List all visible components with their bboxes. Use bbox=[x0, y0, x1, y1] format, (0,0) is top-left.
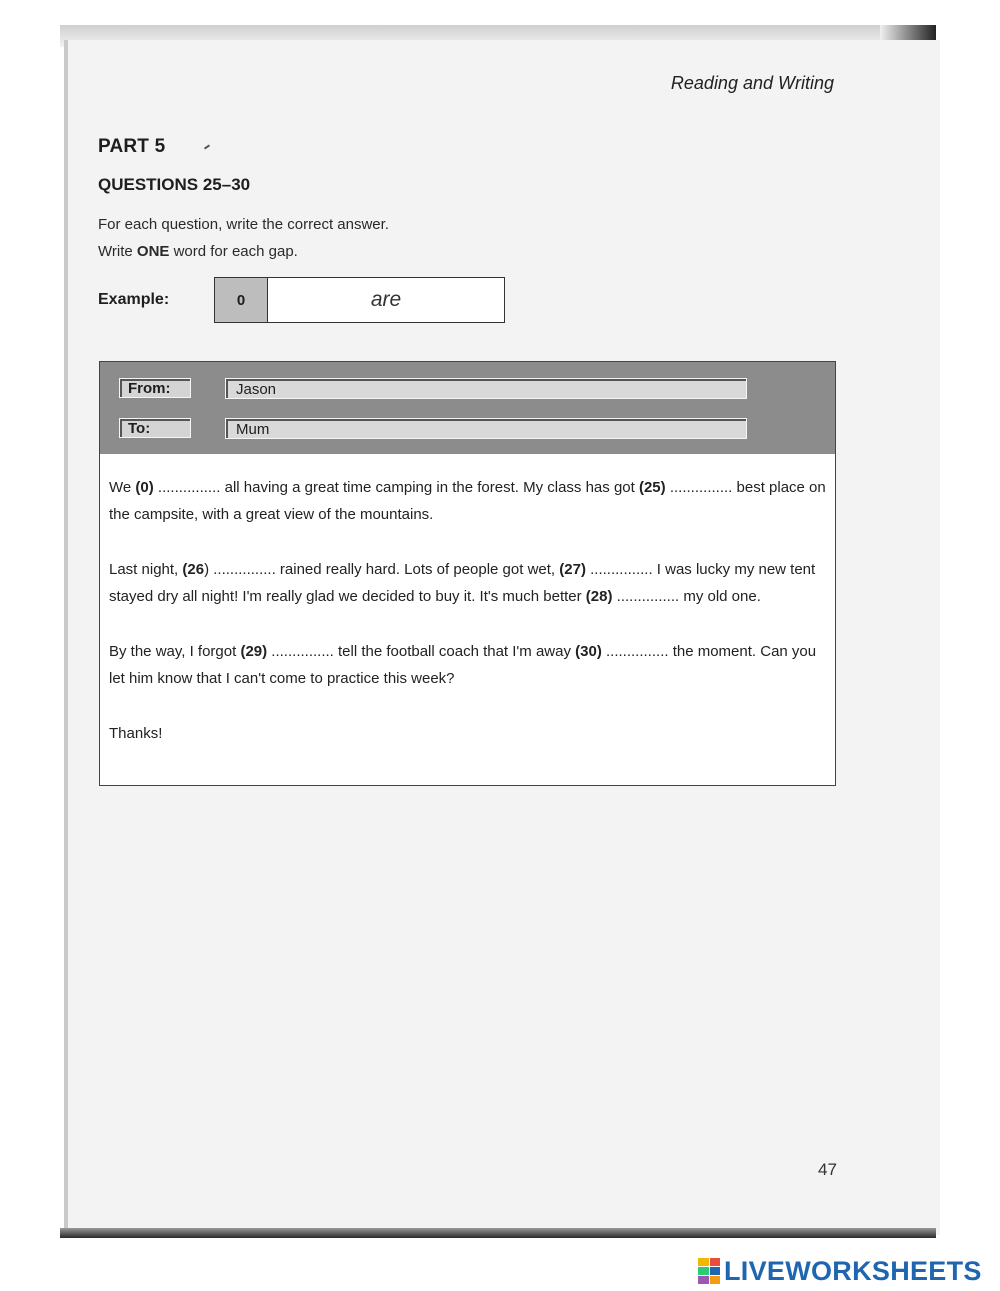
page-bottom-edge bbox=[60, 1228, 936, 1238]
email-body bbox=[109, 474, 829, 775]
page-number: 47 bbox=[818, 1160, 837, 1179]
gap-25: (25) bbox=[638, 479, 666, 496]
email-paragraph-1: We (0) ............... all having a great time camping in the forest. My class has got (25) ............... best place on the campsite, with a great view of the mountains. bbox=[109, 479, 826, 523]
from-label: From: bbox=[119, 378, 191, 398]
email-signoff: Thanks! bbox=[109, 725, 163, 742]
instruction-line-1: For each question, write the correct answer. bbox=[98, 216, 389, 233]
example-box bbox=[214, 277, 505, 323]
gap-27: (27) bbox=[559, 561, 586, 578]
example-number: 0 bbox=[215, 278, 268, 322]
to-label: To: bbox=[119, 418, 191, 438]
gap-28: (28) bbox=[585, 588, 613, 605]
email-paragraph-2: Last night, (26) ............... rained really hard. Lots of people got wet, (27) ............... I was lucky my new tent stayed dry all night! I'm really glad we decided to buy it. It's much better (28) ............... my old one. bbox=[109, 561, 816, 605]
section-header: Reading and Writing bbox=[670, 73, 834, 93]
email-box bbox=[99, 361, 836, 786]
to-field: Mum bbox=[225, 418, 747, 439]
gap-30: (30) bbox=[575, 643, 602, 660]
liveworksheets-watermark[interactable] bbox=[698, 1256, 982, 1286]
example-label: Example: bbox=[98, 291, 170, 308]
from-field: Jason bbox=[225, 378, 747, 399]
liveworksheets-logo-icon bbox=[698, 1258, 720, 1284]
gap-0: (0) bbox=[135, 479, 154, 496]
questions-title: QUESTIONS 25–30 bbox=[98, 175, 251, 194]
gap-29: (29) bbox=[240, 643, 268, 660]
email-paragraph-3: By the way, I forgot (29) ............... tell the football coach that I'm away (30) ............... the moment. Can you let him know that I can't come to practice this week? bbox=[109, 643, 817, 687]
watermark-text: LIVEWORKSHEETS bbox=[724, 1255, 982, 1286]
gap-26: (26 bbox=[182, 561, 205, 578]
email-header bbox=[100, 362, 835, 454]
part-title: PART 5 bbox=[98, 136, 166, 157]
instruction-line-2: Write ONE word for each gap. bbox=[98, 243, 298, 260]
example-answer: are bbox=[370, 288, 402, 311]
